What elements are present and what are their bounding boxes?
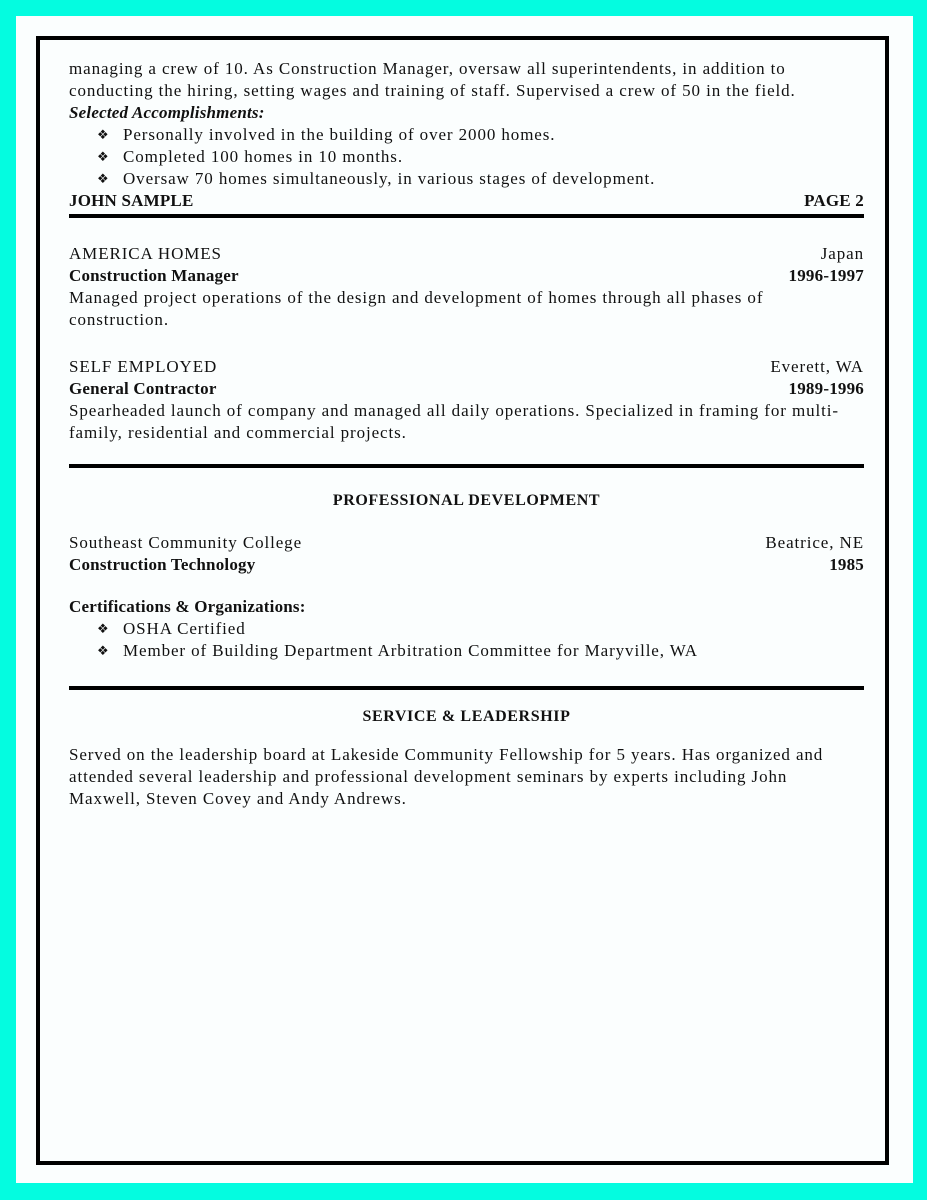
list-item: ❖ Oversaw 70 homes simultaneously, in various stages of development. <box>97 169 656 188</box>
page-number: PAGE 2 <box>804 191 864 210</box>
job-location: Japan <box>820 244 864 263</box>
candidate-name: JOHN SAMPLE <box>69 191 194 210</box>
continued-job-description: managing a crew of 10. As Construction Manager, oversaw all superintendents, in addition to conducting the hiring, setting wages and training of staff. Supervised a crew of 50 in the field. <box>69 59 796 100</box>
page-header <box>69 190 864 212</box>
resume-content <box>69 58 864 810</box>
school-name: Southeast Community College <box>69 533 303 552</box>
section-heading-professional-development: PROFESSIONAL DEVELOPMENT <box>332 492 601 509</box>
experience-entry <box>69 356 864 444</box>
job-title: Construction Manager <box>69 266 239 285</box>
service-description: Served on the leadership board at Lakeside Community Fellowship for 5 years. Has organized and attended several leadership and professional development seminars by experts including John Maxwell, Steven Covey and Andy Andrews. <box>69 745 824 808</box>
diamond-bullet-icon: ❖ <box>97 127 110 142</box>
job-description: Managed project operations of the design and development of homes through all phases of construction. <box>69 288 764 329</box>
diamond-bullet-icon: ❖ <box>97 171 110 186</box>
diamond-bullet-icon: ❖ <box>97 149 110 164</box>
program-year: 1985 <box>829 555 864 574</box>
list-item: ❖ Completed 100 homes in 10 months. <box>97 147 403 166</box>
job-dates: 1996-1997 <box>788 266 864 285</box>
job-title: General Contractor <box>69 379 217 398</box>
certifications-label: Certifications & Organizations: <box>69 597 306 616</box>
job-dates: 1989-1996 <box>788 379 864 398</box>
program-name: Construction Technology <box>69 555 256 574</box>
experience-entry <box>69 243 864 331</box>
school-location: Beatrice, NE <box>765 533 864 552</box>
diamond-bullet-icon: ❖ <box>97 643 110 658</box>
accomplishments-list <box>69 124 864 190</box>
company-name: SELF EMPLOYED <box>69 357 218 376</box>
page-border <box>36 36 889 1165</box>
list-item: ❖ Member of Building Department Arbitration Committee for Maryville, WA <box>97 641 698 660</box>
accomplishments-label: Selected Accomplishments: <box>69 103 265 122</box>
certifications-list <box>69 618 864 662</box>
list-item: ❖ Personally involved in the building of over 2000 homes. <box>97 125 556 144</box>
resume-page <box>16 16 913 1183</box>
job-location: Everett, WA <box>770 357 864 376</box>
job-description: Spearheaded launch of company and managed all daily operations. Specialized in framing for multi-family, residential and commercial projects. <box>69 401 839 442</box>
diamond-bullet-icon: ❖ <box>97 621 110 636</box>
section-heading-service-leadership: SERVICE & LEADERSHIP <box>362 708 571 725</box>
company-name: AMERICA HOMES <box>69 244 222 263</box>
list-item: ❖ OSHA Certified <box>97 619 246 638</box>
